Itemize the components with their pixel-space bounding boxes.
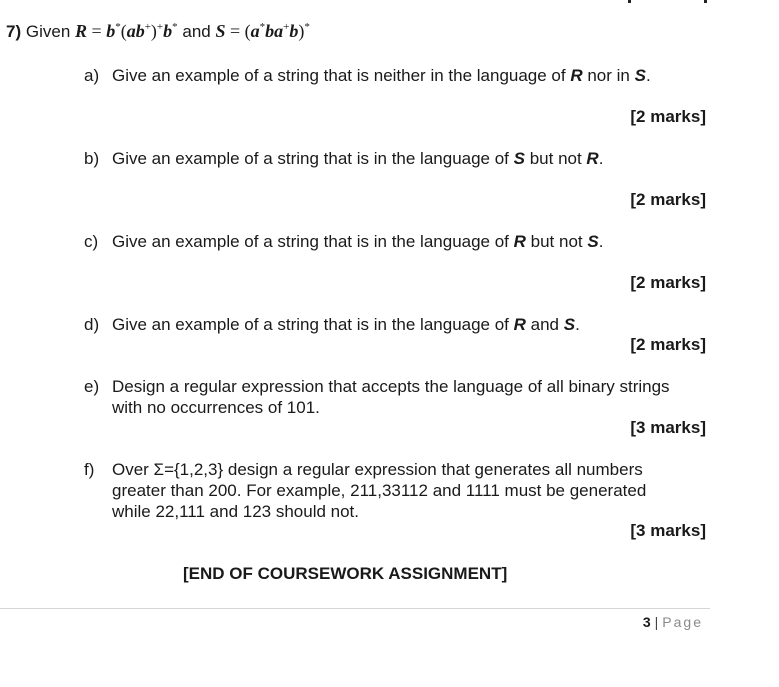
page-number: 3 (642, 614, 651, 630)
part-a-marks: [2 marks] (630, 107, 706, 126)
part-c (84, 231, 604, 252)
part-c-label: c) (84, 232, 99, 251)
part-d-text: Give an example of a string that is in the language of R and S. (112, 315, 580, 334)
part-f-marks: [3 marks] (630, 521, 706, 540)
part-d-label: d) (84, 315, 100, 334)
part-a-text: Give an example of a string that is neither in the language of R nor in S. (112, 66, 651, 85)
footer-divider (0, 608, 710, 609)
part-a (84, 65, 651, 86)
part-e (84, 376, 670, 417)
end-of-assignment: [END OF COURSEWORK ASSIGNMENT] (183, 564, 508, 583)
part-b (84, 148, 604, 169)
part-c-text: Give an example of a string that is in the language of R but not S. (112, 232, 604, 251)
part-d (84, 314, 580, 335)
and-word: and (182, 22, 211, 41)
part-f (84, 459, 647, 521)
part-b-marks: [2 marks] (630, 190, 706, 209)
page-word: Page (662, 614, 703, 630)
part-e-text: Design a regular expression that accepts the language of all binary strings with no occurrences of 101. (112, 377, 670, 417)
part-f-label: f) (84, 460, 95, 479)
previous-marks-fragment (628, 0, 708, 3)
question-heading (6, 21, 310, 42)
part-a-label: a) (84, 66, 100, 85)
part-e-label: e) (84, 377, 100, 396)
part-e-marks: [3 marks] (630, 418, 706, 437)
part-d-marks: [2 marks] (630, 335, 706, 354)
page-footer (643, 614, 703, 630)
part-b-label: b) (84, 149, 100, 168)
part-c-marks: [2 marks] (630, 273, 706, 292)
bracket-fragment-right (704, 0, 707, 3)
part-b-text: Give an example of a string that is in the language of S but not R. (112, 149, 604, 168)
r-definition: R = b*(ab+)+b* (75, 21, 178, 41)
part-f-text: Over Σ={1,2,3} design a regular expression that generates all numbers greater than 200. For example, 211,33112 and 1111 must be generated while 22,111 and 123 should not. (112, 460, 647, 521)
page-separator: | (654, 614, 659, 630)
given-word: Given (25, 22, 71, 41)
question-number: 7) (6, 22, 22, 41)
bracket-fragment-left (628, 0, 631, 3)
s-definition: S = (a*ba+b)* (215, 21, 310, 41)
